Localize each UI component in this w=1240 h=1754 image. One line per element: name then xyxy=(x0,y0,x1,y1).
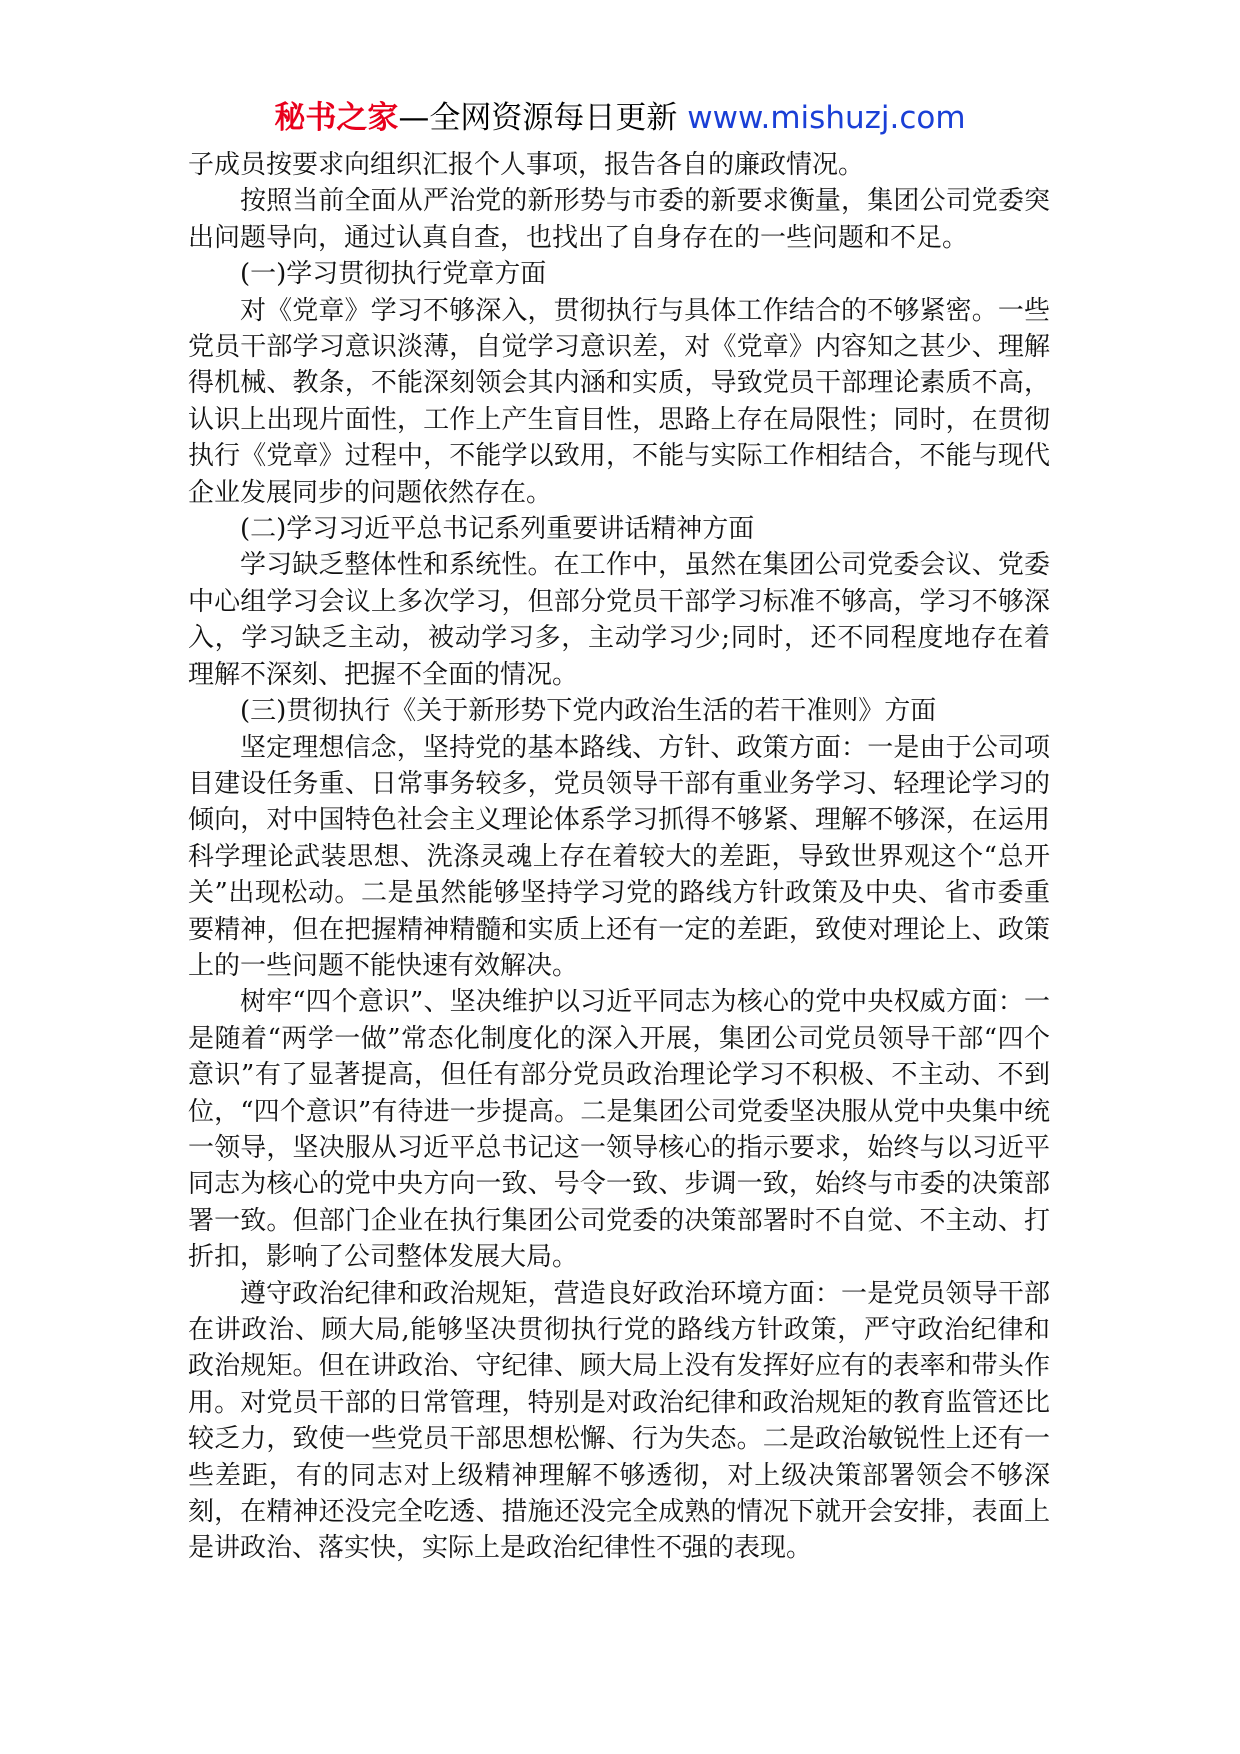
document-body xyxy=(188,147,1050,1567)
paragraph: 遵守政治纪律和政治规矩，营造良好政治环境方面：一是党员领导干部在讲政治、顾大局,能够坚决贯彻执行党的路线方针政策，严守政治纪律和政治规矩。但在讲政治、守纪律、顾大局上没有发挥好应有的表率和带头作用。对党员干部的日常管理，特别是对政治纪律和政治规矩的教育监管还比较乏力，致使一些党员干部思想松懈、行为失态。二是政治敏锐性上还有一些差距，有的同志对上级精神理解不够透彻，对上级决策部署领会不够深刻，在精神还没完全吃透、措施还没完全成熟的情况下就开会安排，表面上是讲政治、落实快，实际上是政治纪律性不强的表现。 xyxy=(188,1278,1050,1564)
brand-name: 秘书之家 xyxy=(274,100,399,136)
site-header xyxy=(0,98,1240,138)
paragraph-continued: 子成员按要求向组织汇报个人事项，报告各自的廉政情况。 xyxy=(188,150,865,180)
paragraph: 坚定理想信念，坚持党的基本路线、方针、政策方面：一是由于公司项目建设任务重、日常事务较多，党员领导干部有重业务学习、轻理论学习的倾向，对中国特色社会主义理论体系学习抓得不够紧、理解不够深，在运用科学理论武装思想、洗涤灵魂上存在着较大的差距，导致世界观这个“总开关”出现松动。二是虽然能够坚持学习党的路线方针政策及中央、省市委重要精神，但在把握精神精髓和实质上还有一定的差距，致使对理论上、政策上的一些问题不能快速有效解决。 xyxy=(188,732,1050,981)
paragraph: 学习缺乏整体性和系统性。在工作中，虽然在集团公司党委会议、党委中心组学习会议上多次学习，但部分党员干部学习标准不够高，学习不够深入，学习缺乏主动，被动学习多，主动学习少;同时，还不同程度地存在着理解不深刻、把握不全面的情况。 xyxy=(188,550,1050,690)
paragraph: 树牢“四个意识”、坚决维护以习近平同志为核心的党中央权威方面：一是随着“两学一做”常态化制度化的深入开展，集团公司党员领导干部“四个意识”有了显著提高，但任有部分党员政治理论学习不积极、不主动、不到位，“四个意识”有待进一步提高。二是集团公司党委坚决服从党中央集中统一领导，坚决服从习近平总书记这一领导核心的指示要求，始终与以习近平同志为核心的党中央方向一致、号令一致、步调一致，始终与市委的决策部署一致。但部门企业在执行集团公司党委的决策部署时不自觉、不主动、打折扣，影响了公司整体发展大局。 xyxy=(188,987,1050,1273)
section-heading: (三)贯彻执行《关于新形势下党内政治生活的若干准则》方面 xyxy=(240,696,937,727)
header-tagline: —全网资源每日更新 xyxy=(398,100,678,136)
paragraph: 按照当前全面从严治党的新形势与市委的新要求衡量，集团公司党委突出问题导向，通过认真自查，也找出了自身存在的一些问题和不足。 xyxy=(188,186,1050,253)
paragraph: 对《党章》学习不够深入，贯彻执行与具体工作结合的不够紧密。一些党员干部学习意识淡薄，自觉学习意识差，对《党章》内容知之甚少、理解得机械、教条，不能深刻领会其内涵和实质，导致党员干部理论素质不高，认识上出现片面性，工作上产生盲目性，思路上存在局限性；同时，在贯彻执行《党章》过程中，不能学以致用，不能与实际工作相结合，不能与现代企业发展同步的问题依然存在。 xyxy=(188,295,1050,508)
site-url-link[interactable]: www.mishuzj.com xyxy=(687,100,966,136)
section-heading: (一)学习贯彻执行党章方面 xyxy=(240,259,547,290)
section-heading: (二)学习习近平总书记系列重要讲话精神方面 xyxy=(240,514,755,545)
